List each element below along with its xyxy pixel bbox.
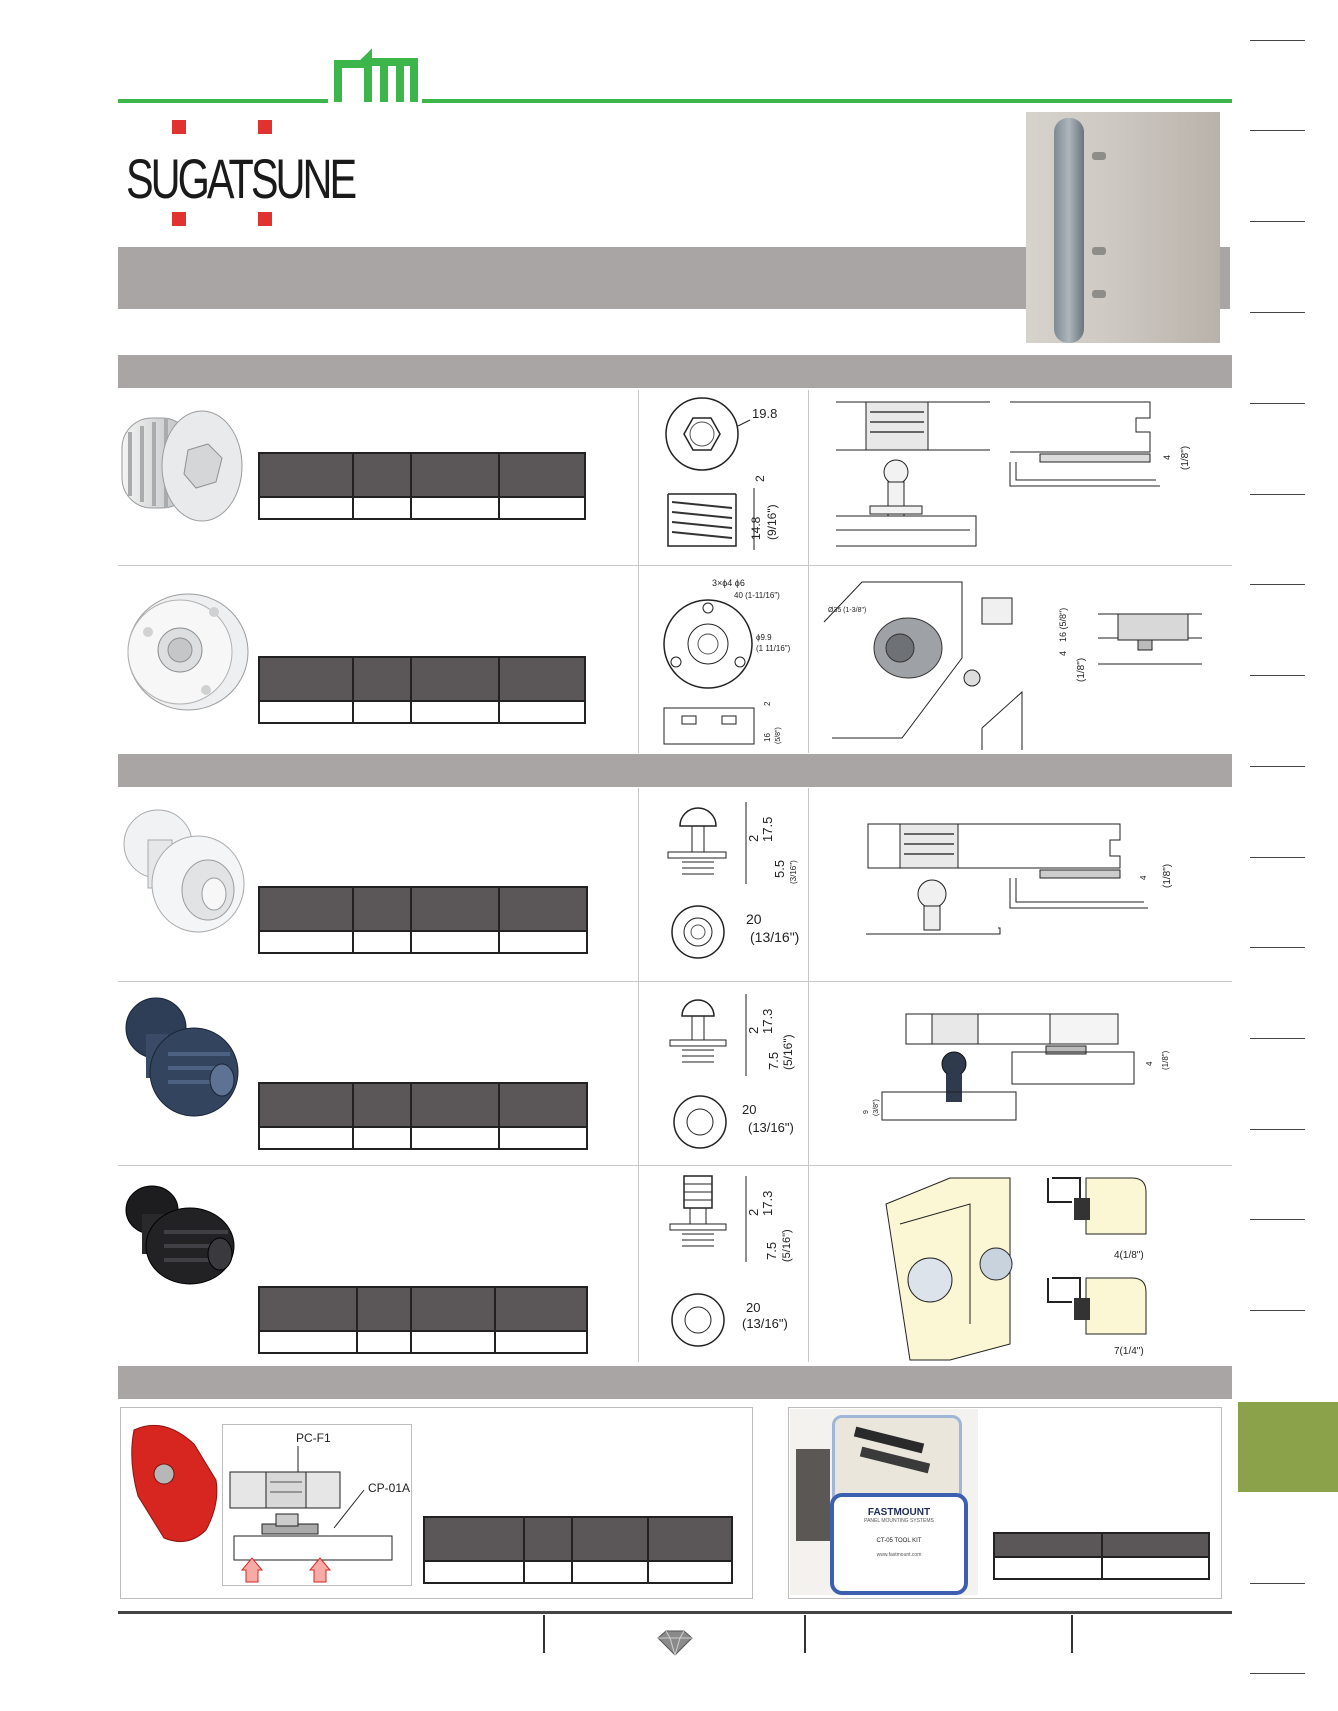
svg-text:19.8: 19.8 (752, 406, 778, 421)
svg-text:5.5: 5.5 (772, 859, 787, 878)
logo-square-br (258, 212, 272, 226)
section-bar-receptacles (118, 355, 1232, 388)
svg-text:7(1/4"): 7(1/4") (1114, 1346, 1144, 1357)
margin-tick (1250, 675, 1305, 676)
row-divider (118, 981, 1232, 982)
svg-text:Ø35 (1-3/8"): Ø35 (1-3/8") (828, 607, 867, 614)
margin-tick (1250, 312, 1305, 313)
white-stud-drawing (660, 798, 810, 962)
logo-square-bl (172, 212, 186, 226)
svg-text:40 (1-11/16"): 40 (1-11/16") (734, 591, 780, 600)
footer-rule (118, 1611, 1232, 1614)
brand-name: SUGATSUNE (126, 147, 355, 210)
svg-text:2: 2 (746, 1208, 761, 1216)
svg-text:ϕ9.9: ϕ9.9 (756, 633, 772, 642)
margin-tick (1250, 403, 1305, 404)
margin-tick (1250, 584, 1305, 585)
spec-table (993, 1532, 1210, 1580)
margin-tick (1250, 947, 1305, 948)
brand-logo (126, 120, 355, 230)
kit-brand: FASTMOUNT (867, 1507, 931, 1518)
spec-table (423, 1516, 733, 1584)
svg-text:4: 4 (1139, 875, 1148, 880)
assembly-drawing (222, 1424, 410, 1584)
svg-text:4: 4 (1162, 454, 1172, 460)
product-photo (1026, 112, 1220, 343)
section-bar-studs (118, 754, 1232, 787)
spec-table (258, 452, 586, 520)
svg-text:(1/8"): (1/8") (1076, 657, 1087, 682)
svg-text:16: 16 (763, 733, 772, 742)
spec-table (258, 1082, 588, 1150)
svg-text:4(1/8"): 4(1/8") (1114, 1250, 1144, 1261)
margin-tick (1250, 766, 1305, 767)
svg-text:(1 11/16"): (1 11/16") (756, 644, 791, 653)
margin-tick (1250, 494, 1305, 495)
section-side-tab[interactable] (1238, 1402, 1338, 1492)
row-divider (118, 565, 1232, 566)
header-rule-left (118, 99, 328, 103)
column-divider (638, 788, 639, 1362)
kit-model: CT-05 TOOL KIT (876, 1538, 922, 1544)
svg-text:17.3: 17.3 (760, 1008, 775, 1034)
margin-tick (1250, 1129, 1305, 1130)
flange-receptacle-install (822, 578, 1222, 750)
svg-text:20: 20 (746, 1300, 761, 1315)
svg-text:(1/8"): (1/8") (1180, 445, 1191, 470)
svg-text:(3/8"): (3/8") (873, 1099, 880, 1116)
svg-text:(5/8"): (5/8") (775, 727, 782, 744)
svg-text:(1/8"): (1/8") (1162, 863, 1173, 888)
column-divider (638, 390, 639, 753)
svg-text:(1/8"): (1/8") (1161, 1050, 1170, 1070)
footer-divider (804, 1615, 806, 1653)
flange-receptacle-drawing (652, 576, 802, 748)
blue-stud-drawing (660, 990, 810, 1152)
svg-text:2: 2 (763, 701, 772, 706)
svg-text:(13/16"): (13/16") (748, 1120, 794, 1135)
hex-receptacle-install (830, 398, 1230, 554)
section-bar-accessories (118, 1366, 1232, 1399)
svg-text:CP-01A: CP-01A (368, 1481, 411, 1495)
white-stud-install (860, 818, 1200, 944)
svg-text:4: 4 (1058, 650, 1068, 656)
margin-tick (1250, 40, 1305, 41)
margin-tick (1250, 1219, 1305, 1220)
svg-text:20: 20 (742, 1102, 757, 1117)
margin-tick (1250, 130, 1305, 131)
svg-text:(9/16"): (9/16") (765, 504, 779, 540)
kit-block (796, 1449, 830, 1541)
black-stud-drawing (660, 1172, 810, 1352)
svg-text:(5/16"): (5/16") (781, 1034, 795, 1070)
svg-text:3×ϕ4 ϕ6: 3×ϕ4 ϕ6 (712, 578, 745, 588)
hex-receptacle-drawing (650, 396, 800, 556)
row-divider (118, 1165, 1232, 1166)
cm-logo-icon (334, 54, 420, 104)
svg-text:(13/16"): (13/16") (750, 929, 800, 945)
svg-text:2: 2 (746, 834, 761, 842)
black-stud-install (880, 1174, 1200, 1360)
blue-stud-install (856, 1010, 1196, 1136)
svg-text:14.8: 14.8 (749, 516, 763, 540)
hex-receptacle-image (118, 404, 246, 524)
spec-table (258, 1286, 588, 1354)
svg-text:17.3: 17.3 (760, 1190, 775, 1216)
margin-tick (1250, 1310, 1305, 1311)
blue-stud-image (118, 994, 248, 1118)
svg-text:9: 9 (863, 1110, 870, 1114)
red-tool-image (124, 1420, 224, 1550)
spec-table (258, 656, 586, 724)
kit-url: www.fastmount.com (876, 1552, 922, 1558)
black-stud-image (118, 1180, 248, 1288)
photo-pin (1092, 290, 1106, 298)
margin-tick (1250, 1583, 1305, 1584)
svg-text:2: 2 (746, 1026, 761, 1034)
svg-text:(5/16"): (5/16") (781, 1229, 793, 1262)
logo-square-tr (258, 120, 272, 134)
margin-tick (1250, 1673, 1305, 1674)
svg-text:(3/16"): (3/16") (789, 860, 798, 884)
svg-text:7.5: 7.5 (764, 1241, 779, 1260)
svg-text:2: 2 (753, 475, 767, 482)
svg-text:17.5: 17.5 (760, 816, 775, 842)
margin-tick (1250, 857, 1305, 858)
tool-kit-photo (790, 1409, 978, 1595)
margin-tick (1250, 1038, 1305, 1039)
diamond-icon (656, 1630, 694, 1656)
photo-pin (1092, 152, 1106, 160)
photo-pin (1092, 247, 1106, 255)
svg-text:PC-F1: PC-F1 (296, 1431, 331, 1445)
svg-text:(13/16"): (13/16") (742, 1316, 788, 1331)
footer-divider (1071, 1615, 1073, 1653)
header-rule-right (422, 99, 1232, 103)
kit-box (830, 1493, 968, 1595)
margin-tick (1250, 221, 1305, 222)
footer-divider (543, 1615, 545, 1653)
svg-text:7.5: 7.5 (766, 1051, 781, 1070)
svg-text:20: 20 (746, 911, 762, 927)
logo-square-tl (172, 120, 186, 134)
kit-sub: PANEL MOUNTING SYSTEMS (864, 1518, 934, 1524)
flange-receptacle-image (118, 586, 250, 712)
svg-text:16 (5/8"): 16 (5/8") (1058, 607, 1068, 642)
spec-table (258, 886, 588, 954)
photo-panel-edge (1054, 118, 1084, 343)
column-divider (808, 390, 809, 753)
svg-text:4: 4 (1145, 1061, 1154, 1066)
white-stud-image (118, 800, 250, 934)
